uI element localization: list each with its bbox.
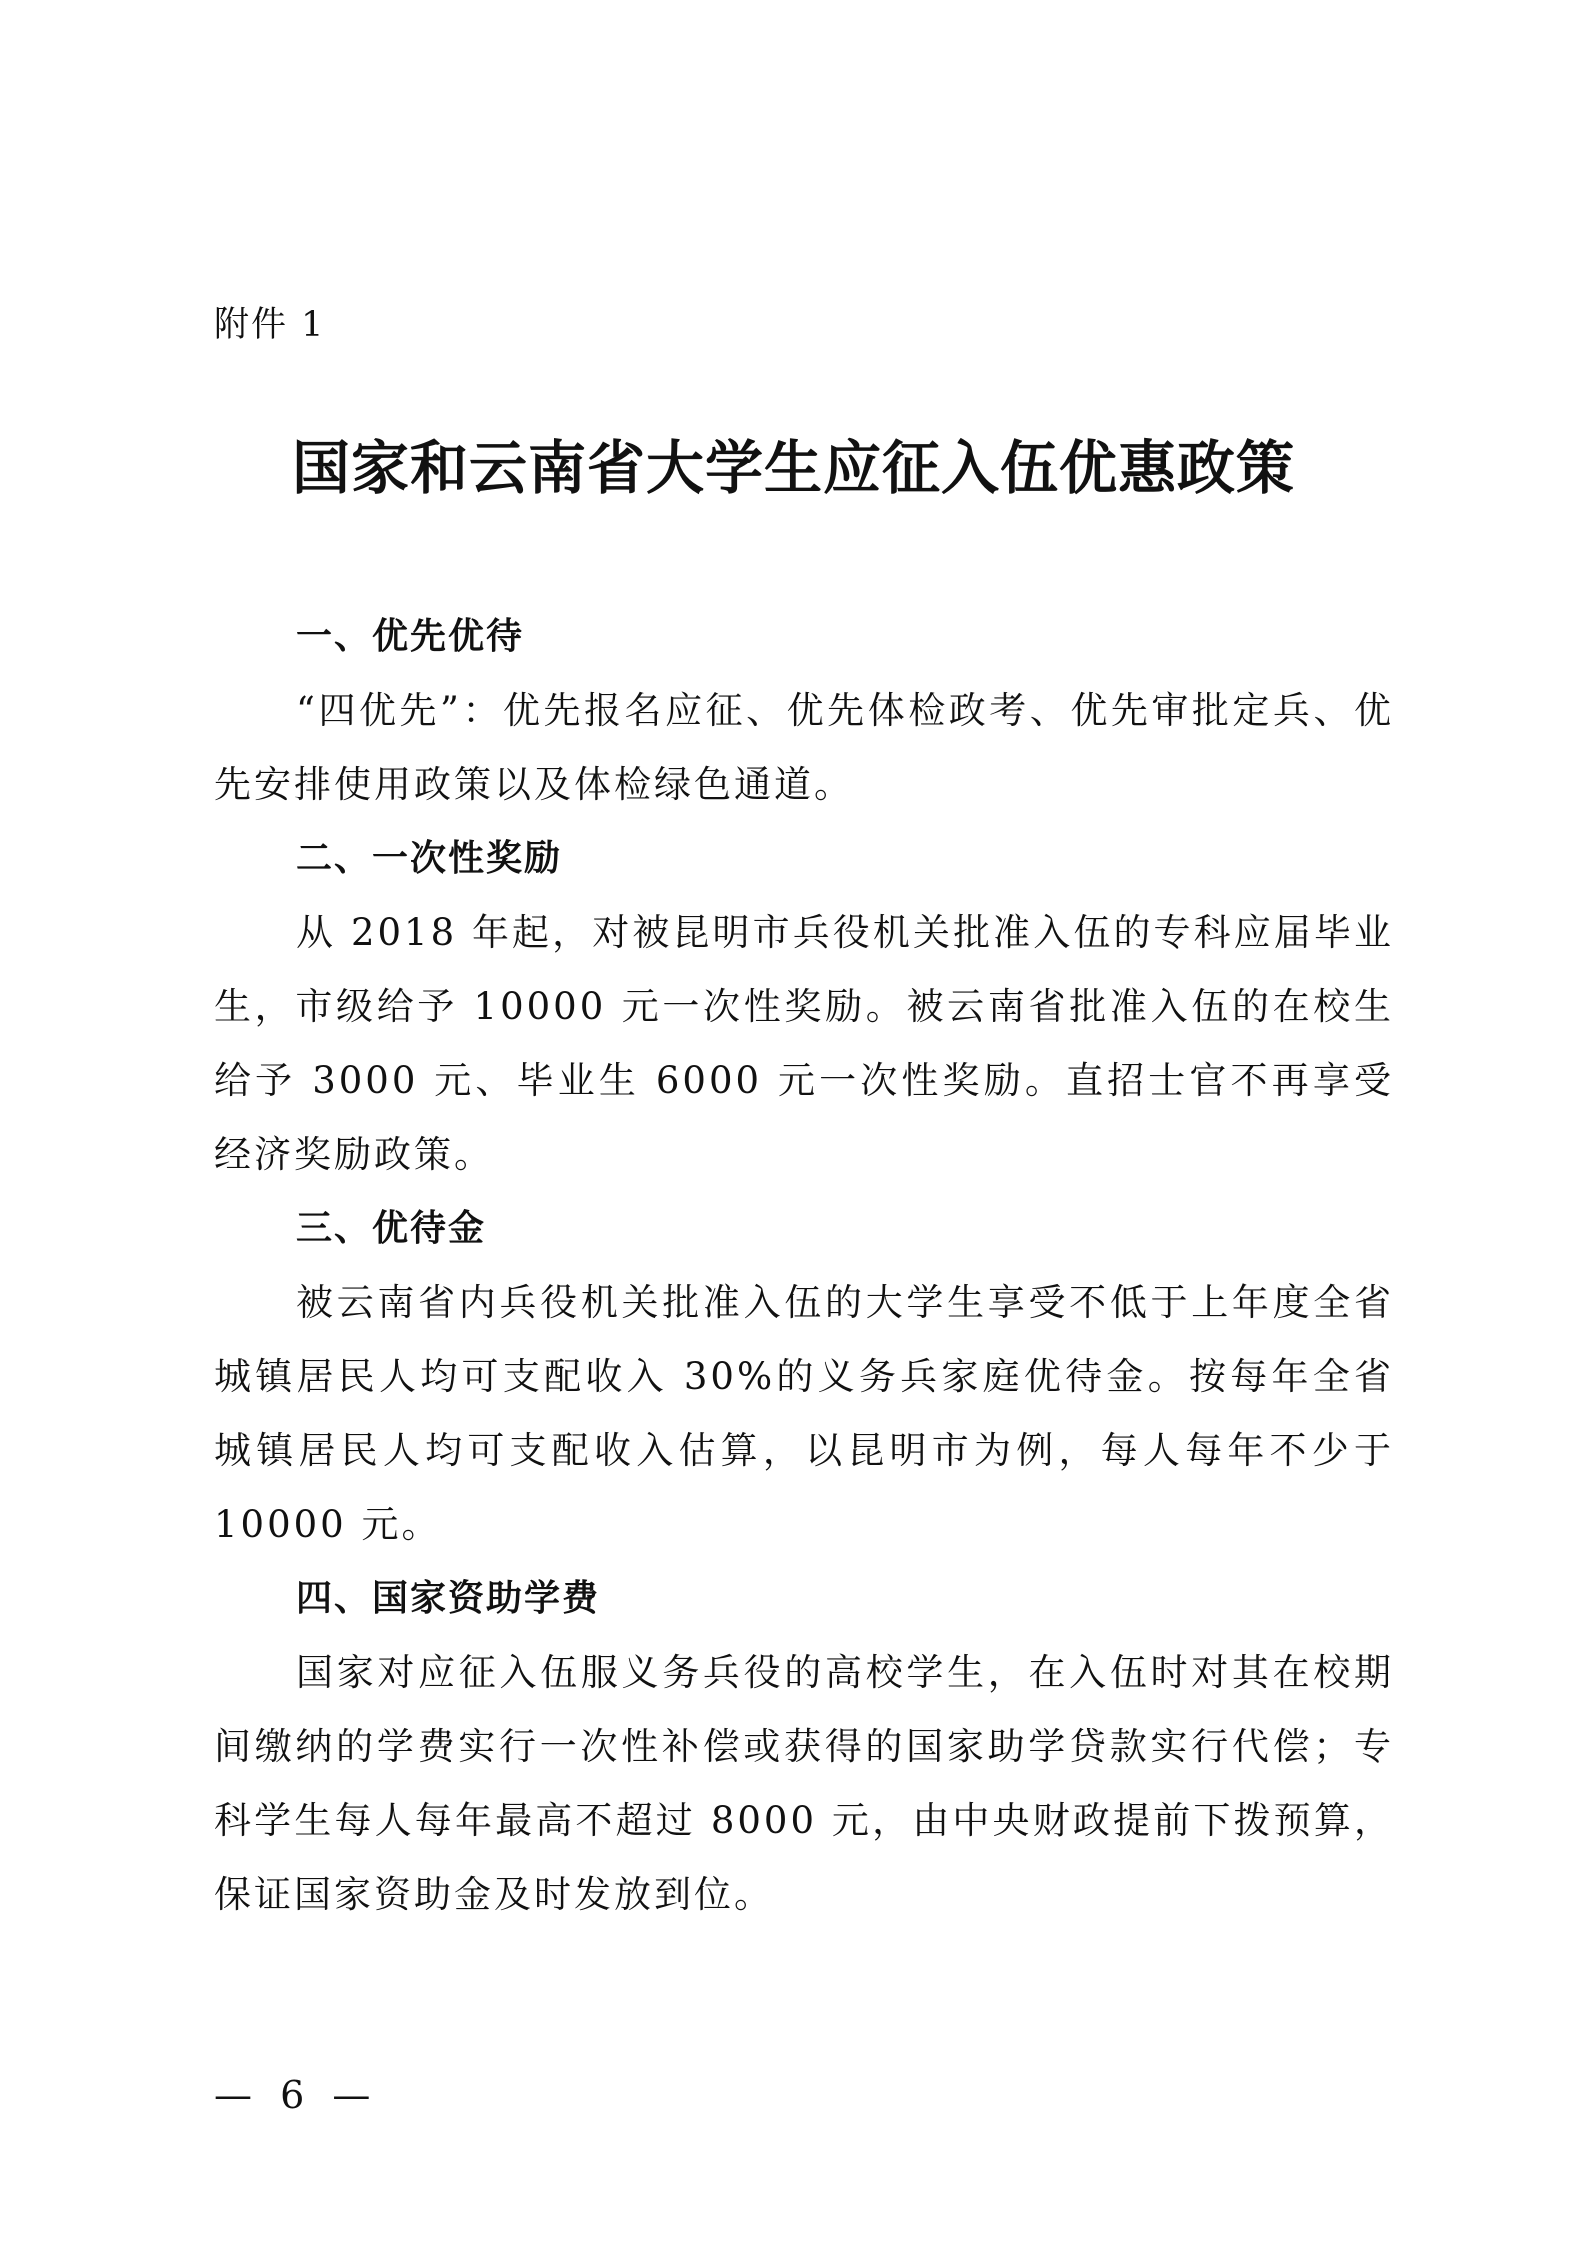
section-heading: 四、国家资助学费 (296, 1578, 601, 1619)
attachment-label: 附件 1 (214, 305, 326, 345)
section-one-time-reward (214, 822, 1394, 1192)
section-heading: 二、一次性奖励 (296, 838, 563, 879)
section-tuition-aid (214, 1562, 1394, 1932)
document-body (214, 600, 1394, 1932)
section-priority-treatment (214, 600, 1394, 822)
page-number: — 6 — (214, 2073, 379, 2117)
section-paragraph: 从 2018 年起，对被昆明市兵役机关批准入伍的专科应届毕业生，市级给予 10000 元一次性奖励。被云南省批准入伍的在校生给予 3000 元、毕业生 6000 元一次性奖励。直招士官不再享受经济奖励政策。 (214, 911, 1394, 1176)
section-paragraph: 国家对应征入伍服义务兵役的高校学生，在入伍时对其在校期间缴纳的学费实行一次性补偿或获得的国家助学贷款实行代偿；专科学生每人每年最高不超过 8000 元，由中央财政提前下拨预算，保证国家资助金及时发放到位。 (214, 1651, 1394, 1916)
section-preferential-payment (214, 1192, 1394, 1562)
section-heading: 三、优待金 (296, 1208, 487, 1249)
document-title: 国家和云南省大学生应征入伍优惠政策 (291, 434, 1295, 502)
section-paragraph: 被云南省内兵役机关批准入伍的大学生享受不低于上年度全省城镇居民人均可支配收入 30%的义务兵家庭优待金。按每年全省城镇居民人均可支配收入估算，以昆明市为例，每人每年不少于 10000 元。 (214, 1281, 1394, 1546)
section-heading: 一、优先优待 (296, 616, 525, 657)
section-paragraph: “四优先”：优先报名应征、优先体检政考、优先审批定兵、优先安排使用政策以及体检绿色通道。 (214, 689, 1394, 806)
